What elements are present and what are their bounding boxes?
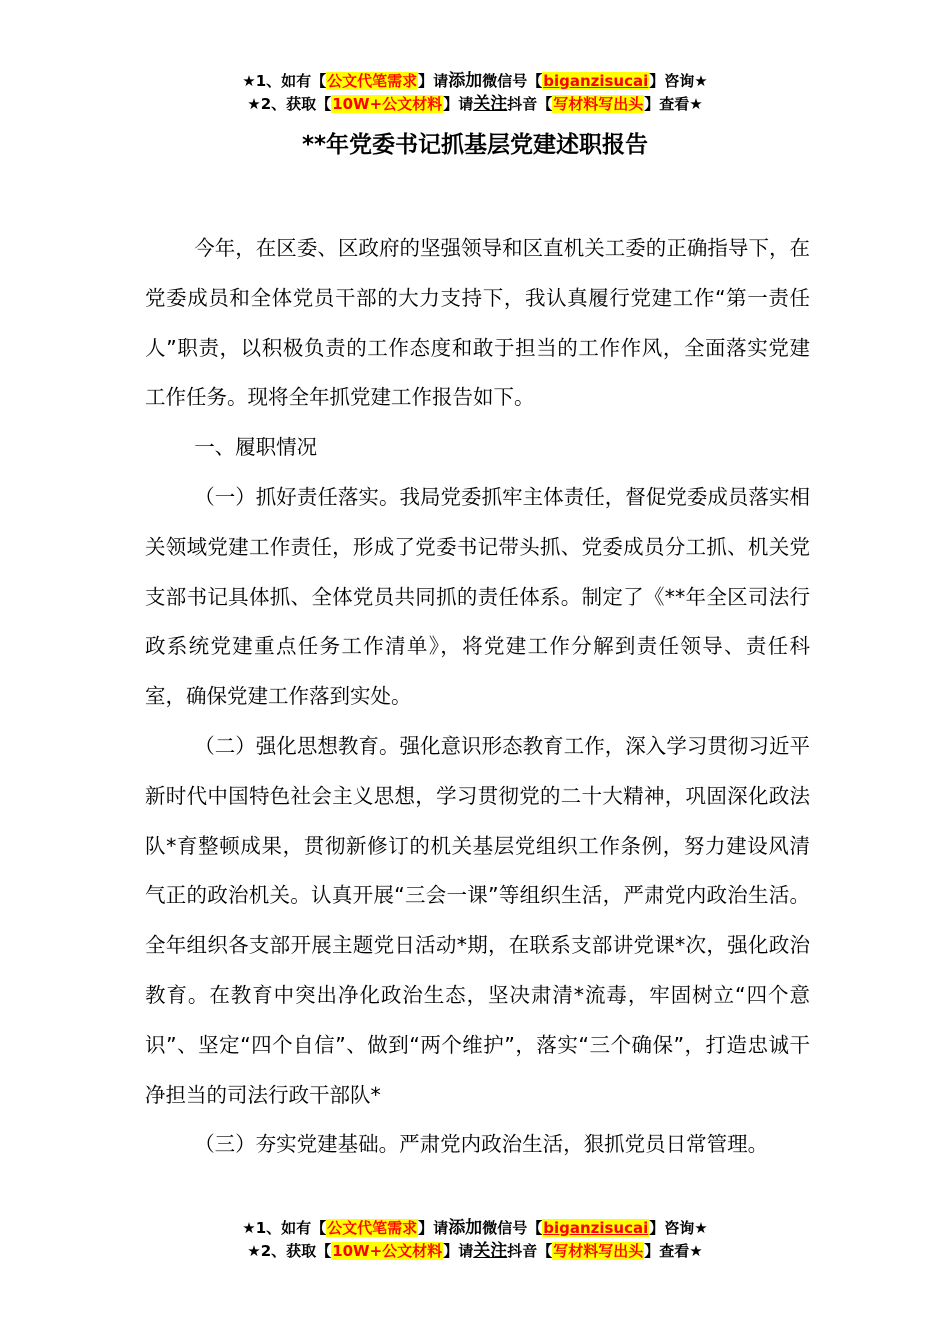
promo-banner-top (0, 70, 950, 116)
promo-highlight: 10W+公文材料 (332, 1242, 443, 1260)
promo-text: 抖音【 (507, 95, 553, 113)
promo-text: 抖音【 (507, 1242, 553, 1260)
promo-text: ★2、获取【 (247, 1242, 332, 1260)
promo-emphasis: 关注 (473, 94, 508, 114)
promo-highlight: 公文代笔需求 (327, 1219, 418, 1237)
promo-wechat-id: biganzisucai (543, 1219, 649, 1237)
promo-line-1 (0, 70, 950, 93)
promo-text: 】请 (443, 1242, 474, 1260)
promo-text: 】查看★ (644, 1242, 703, 1260)
promo-text: ★1、如有【 (242, 1219, 327, 1237)
paragraph-responsibility: （一）抓好责任落实。我局党委抓牢主体责任，督促党委成员落实相关领域党建工作责任，形成了党委书记带头抓、党委成员分工抓、机关党支部书记具体抓、全体党员共同抓的责任体系。制定了《**年全区司法行政系统党建重点任务工作清单》，将党建工作分解到责任领导、责任科室，确保党建工作落到实处。 (145, 484, 810, 709)
promo-highlight: 10W+公文材料 (332, 95, 443, 113)
promo-text: 】请 (418, 72, 449, 90)
promo-douyin-name: 写材料写出头 (553, 95, 644, 113)
paragraph-education: （二）强化思想教育。强化意识形态教育工作，深入学习贯彻习近平新时代中国特色社会主义思想，学习贯彻党的二十大精神，巩固深化政法队*育整顿成果，贯彻新修订的机关基层党组织工作条例，努力建设风清气正的政治机关。认真开展“三会一课”等组织生活，严肃党内政治生活。全年组织各支部开展主题党日活动*期，在联系支部讲党课*次，强化政治教育。在教育中突出净化政治生态，坚决肃清*流毒，牢固树立“四个意识”、坚定“四个自信”、做到“两个维护”，落实“三个确保”，打造忠诚干净担当的司法行政干部队* (145, 733, 810, 1107)
promo-text: 】咨询★ (649, 72, 708, 90)
promo-text: 微信号【 (482, 1219, 543, 1237)
promo-emphasis: 添加 (448, 1218, 483, 1238)
promo-wechat-id: biganzisucai (543, 72, 649, 90)
promo-line-2 (0, 1240, 950, 1263)
promo-text: 】请 (418, 1219, 449, 1237)
promo-text: 】请 (443, 95, 474, 113)
promo-banner-bottom (0, 1217, 950, 1263)
promo-douyin-name: 写材料写出头 (553, 1242, 644, 1260)
promo-highlight: 公文代笔需求 (327, 72, 418, 90)
promo-emphasis: 关注 (473, 1241, 508, 1261)
promo-text: 】咨询★ (649, 1219, 708, 1237)
paragraph-intro: 今年，在区委、区政府的坚强领导和区直机关工委的正确指导下，在党委成员和全体党员干部的大力支持下，我认真履行党建工作“第一责任人”职责，以积极负责的工作态度和敢于担当的工作作风，全面落实党建工作任务。现将全年抓党建工作报告如下。 (145, 236, 810, 410)
promo-text: 微信号【 (482, 72, 543, 90)
promo-text: ★1、如有【 (242, 72, 327, 90)
promo-line-2 (0, 93, 950, 116)
paragraph-foundation: （三）夯实党建基础。严肃党内政治生活，狠抓党员日常管理。 (194, 1132, 769, 1157)
promo-line-1 (0, 1217, 950, 1240)
promo-text: ★2、获取【 (247, 95, 332, 113)
promo-text: 】查看★ (644, 95, 703, 113)
promo-emphasis: 添加 (448, 71, 483, 91)
document-title: **年党委书记抓基层党建述职报告 (301, 132, 649, 158)
section-heading: 一、履职情况 (194, 435, 318, 460)
document-body (145, 224, 810, 1170)
